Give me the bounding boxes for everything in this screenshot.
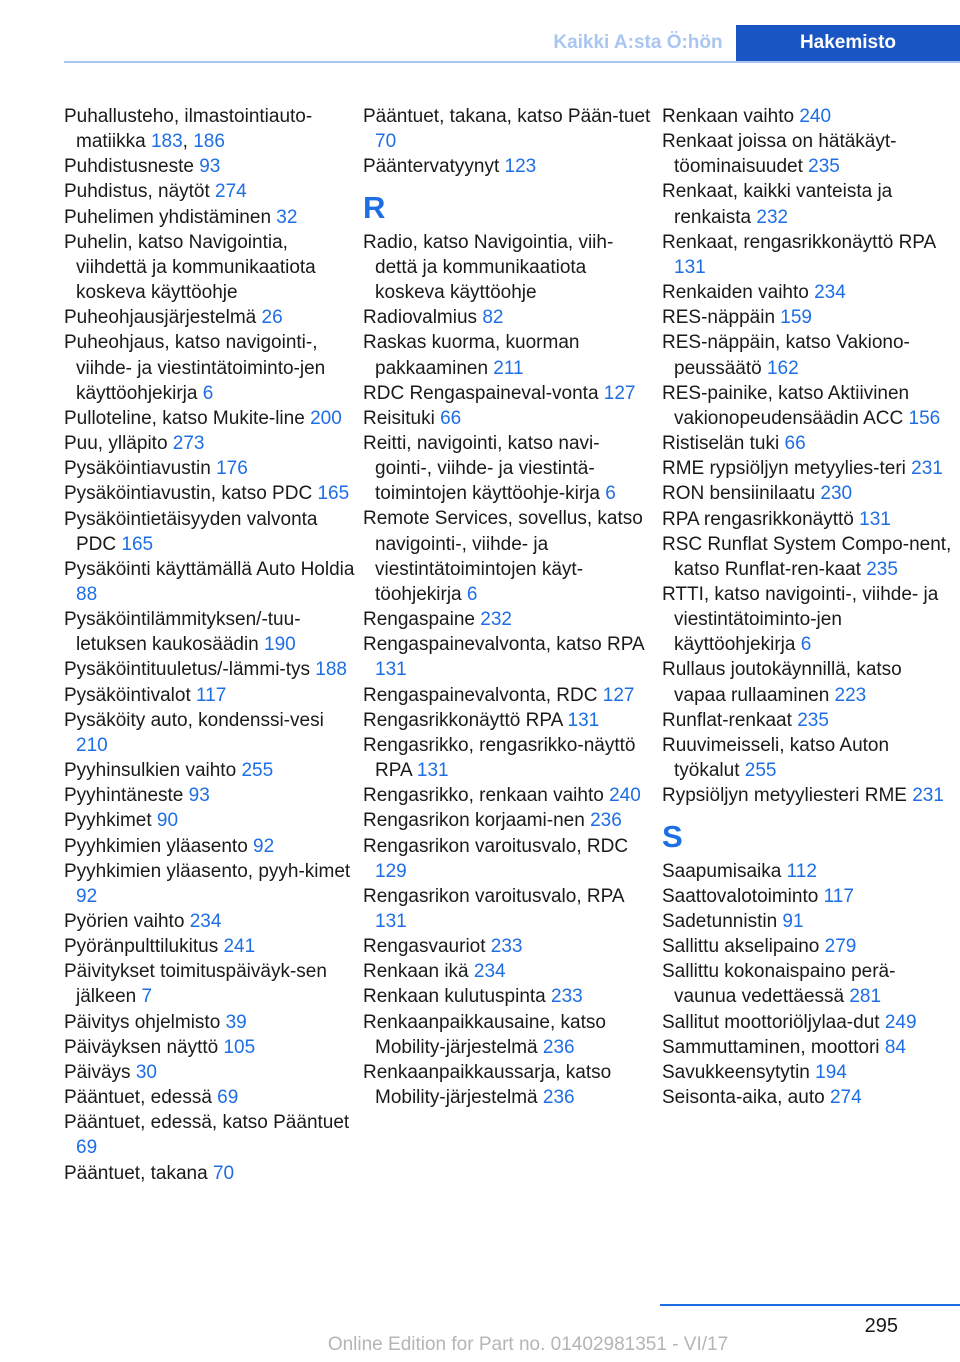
page-link[interactable]: 232	[756, 206, 789, 228]
index-entry	[64, 1161, 356, 1186]
index-entry	[662, 934, 954, 959]
index-entry	[363, 683, 655, 708]
index-entry	[662, 1085, 954, 1110]
page-link[interactable]: 117	[196, 684, 227, 706]
index-entry	[662, 280, 954, 305]
index-entry-text: Reitti, navigointi, katso navi-gointi-, viihde- ja viestintä-toimintojen käyttöohje-kirja	[363, 433, 606, 505]
index-entry-text: Sallittu akselipaino	[662, 936, 825, 958]
page-link[interactable]: 131	[674, 256, 706, 278]
index-entry	[64, 230, 356, 305]
page-link[interactable]: 90	[156, 810, 179, 832]
page-link[interactable]: 210	[76, 734, 108, 756]
index-entry-text: RME rypsiöljyn metyylies-teri	[662, 458, 912, 480]
tab-index[interactable]: Hakemisto	[736, 25, 960, 61]
index-entry-text: Pääntervatyynyt	[363, 156, 505, 178]
index-entry-text: Puhallusteho, ilmastointiauto-matiikka	[64, 106, 313, 153]
header-tabs	[540, 25, 960, 61]
page-link[interactable]: 234	[814, 282, 846, 304]
index-entry-text: Pääntuet, edessä, katso Pääntuet	[64, 1112, 350, 1134]
index-entry	[64, 607, 356, 657]
index-entry	[662, 582, 954, 657]
index-entry	[363, 783, 655, 808]
index-entry	[363, 808, 655, 833]
index-entry-text: Pysäköintiavustin, katso PDC	[64, 483, 318, 505]
index-entry	[64, 104, 356, 154]
index-entry-text: Rypsiöljyn metyyliesteri RME	[662, 785, 913, 807]
index-entry-text: Päivitykset toimituspäiväyk-sen jälkeen	[64, 961, 327, 1008]
index-entry	[363, 305, 655, 330]
page-link[interactable]: 131	[416, 760, 449, 782]
index-entry-text: Puhdistus, näytöt	[64, 181, 216, 203]
index-entry	[662, 708, 954, 733]
page-link[interactable]: 91	[782, 910, 804, 932]
index-entry-text: Puhelin, katso Navigointia, viihdettä ja kommunikaatiota koskeva käyttöohje	[64, 231, 316, 304]
index-entry	[662, 104, 954, 129]
page-link[interactable]: 70	[375, 131, 397, 153]
index-entry-text: RDC Rengaspaineval-vonta	[363, 382, 604, 404]
index-entry-text: Pyyhkimet	[64, 810, 157, 832]
page-link[interactable]: 200	[310, 407, 342, 429]
page-link[interactable]: 274	[829, 1087, 862, 1109]
index-entry	[64, 657, 356, 682]
page-link[interactable]: 236	[542, 1036, 575, 1058]
section-letter: R	[363, 190, 386, 226]
page-link[interactable]: 234	[473, 961, 506, 983]
index-entry	[662, 884, 954, 909]
index-entry-text: Renkaat joissa on hätäkäyt-töominaisuudet	[662, 131, 897, 178]
page-link[interactable]: 240	[799, 106, 832, 127]
page-link[interactable]: 6	[466, 583, 478, 605]
index-entry-text: RES-näppäin, katso Vakiono-peussäätö	[662, 332, 910, 379]
index-entry	[363, 834, 655, 884]
page-link[interactable]: 230	[820, 483, 853, 505]
index-entry	[363, 330, 655, 380]
index-entry	[662, 859, 954, 884]
index-entry	[662, 230, 954, 280]
page-link[interactable]: 194	[815, 1061, 847, 1083]
page-link[interactable]: 39	[225, 1011, 247, 1033]
page-link[interactable]: 231	[911, 458, 943, 480]
index-entry-text: Puu, ylläpito	[64, 433, 173, 455]
index-entry	[363, 1060, 655, 1110]
index-entry-text: Renkaat, kaikki vanteista ja renkaista	[662, 181, 893, 228]
index-entry-text: Puheohjausjärjestelmä	[64, 307, 262, 329]
index-entry-text: RPA rengasrikkonäyttö	[662, 508, 860, 530]
page-link[interactable]: 235	[866, 558, 898, 580]
page-link[interactable]: 255	[744, 760, 777, 782]
page-link[interactable]: 234	[189, 911, 222, 932]
index-entry	[363, 959, 655, 984]
index-entry-text: Pysäköintituuletus/-lämmi-tys	[64, 659, 316, 681]
page-link[interactable]: 165	[121, 533, 154, 555]
index-entry	[64, 959, 356, 1009]
page-link[interactable]: 129	[375, 860, 407, 882]
index-entry	[64, 783, 356, 808]
index-entry	[662, 1010, 954, 1035]
page-link[interactable]: 123	[504, 156, 537, 178]
index-entry	[363, 607, 655, 632]
index-entry	[64, 1085, 356, 1110]
index-entry	[64, 834, 356, 859]
edition-footer: Online Edition for Part no. 01402981351 - VI/17	[327, 1334, 729, 1355]
index-entry	[64, 305, 356, 330]
index-entry	[363, 381, 655, 406]
index-entry	[662, 909, 954, 934]
index-entry-text: Renkaat, rengasrikkonäyttö RPA	[662, 231, 936, 253]
page-link[interactable]: 82	[482, 307, 504, 329]
index-entry-text: Rengaspainevalvonta, RDC	[363, 684, 603, 706]
index-entry	[662, 305, 954, 330]
index-entry-text: Radio, katso Navigointia, viih-dettä ja kommunikaatiota koskeva käyttöohje	[363, 231, 614, 304]
index-entry-text: Rengasrikko, rengasrikko-näyttö RPA	[363, 734, 636, 782]
index-entry	[64, 934, 356, 959]
index-entry-text: Pääntuet, takana, katso Pään-tuet	[363, 106, 651, 127]
index-entry	[662, 1060, 954, 1085]
page-link[interactable]: 165	[317, 483, 350, 505]
index-entry-text: Saapumisaika	[662, 860, 787, 882]
index-entry-text: Pyyhkimien yläasento, pyyh-kimet	[64, 860, 351, 882]
page-link[interactable]: 127	[603, 382, 636, 404]
index-entry	[64, 859, 356, 909]
page-link[interactable]: 231	[912, 785, 944, 807]
index-entry	[662, 381, 954, 431]
index-column-2	[363, 104, 655, 1110]
index-entry-text: Seisonta-aika, auto	[662, 1087, 830, 1109]
index-entry	[363, 431, 655, 506]
page-link[interactable]: 26	[261, 307, 283, 329]
index-entry	[64, 808, 356, 833]
index-entry	[662, 330, 954, 380]
index-entry-text: Sallittu kokonaispaino perä-vaunua vedettäessä	[662, 961, 896, 1008]
index-entry-text: Remote Services, sovellus, katso navigointi-, viihde- ja viestintätoimintojen käyt-töohjekirja	[363, 508, 643, 605]
index-entry-text: Pyyhinsulkien vaihto	[64, 760, 242, 782]
index-entry-text: Rengasvauriot	[363, 936, 491, 958]
index-entry	[64, 557, 356, 607]
page-link[interactable]: 249	[884, 1011, 917, 1033]
index-entry-text: Reisituki	[363, 407, 441, 429]
page-link[interactable]: 6	[800, 634, 812, 656]
page-link[interactable]: 88	[76, 583, 98, 605]
page-link[interactable]: 236	[542, 1087, 575, 1109]
page-link[interactable]: 66	[440, 407, 462, 429]
page-link[interactable]: 7	[141, 986, 153, 1008]
page-link[interactable]: 162	[766, 357, 799, 379]
index-entry	[64, 330, 356, 405]
index-entry	[363, 154, 655, 179]
index-entry-text: Renkaan kulutuspinta	[363, 986, 552, 1008]
index-entry-text: Puheohjaus, katso navigointi-, viihde- ja viestintätoiminto-jen käyttöohjekirja	[64, 332, 326, 404]
page-link[interactable]: 127	[602, 684, 635, 706]
page-link[interactable]: 235	[797, 709, 829, 731]
index-entry-text: Pysäköintiavustin	[64, 458, 217, 480]
page-link[interactable]: 6	[202, 382, 214, 404]
index-entry	[662, 783, 954, 808]
index-entry-text: Sallitut moottoriöljylaa-dut	[662, 1011, 885, 1033]
index-entry	[662, 532, 954, 582]
index-entry	[662, 481, 954, 506]
page-number: 295	[864, 1315, 898, 1337]
index-entry	[64, 406, 356, 431]
index-entry	[363, 632, 655, 682]
page-link[interactable]: 105	[223, 1036, 256, 1058]
index-entry	[363, 733, 655, 783]
index-column-1	[64, 104, 356, 1186]
index-entry-text: Renkaanpaikkaussarja, katso Mobility-järjestelmä	[363, 1061, 612, 1109]
index-entry-text: Sammuttaminen, moottori	[662, 1036, 885, 1058]
index-entry	[363, 934, 655, 959]
index-entry	[64, 481, 356, 506]
index-entry-text: Puhdistusneste	[64, 156, 200, 178]
page-link[interactable]: 92	[76, 885, 98, 907]
index-entry-text: Rengasrikon varoitusvalo, RDC	[363, 835, 629, 857]
index-entry-text: Pyyhkimien yläasento	[64, 835, 254, 857]
index-entry-text: Renkaan ikä	[363, 961, 474, 983]
page-link[interactable]: 183	[150, 131, 183, 153]
index-entry-text: Pääntuet, takana	[64, 1162, 213, 1184]
index-entry-text: Raskas kuorma, kuorman pakkaaminen	[363, 332, 580, 379]
index-entry	[64, 179, 356, 204]
index-entry	[64, 708, 356, 758]
index-entry	[662, 657, 954, 707]
index-entry-text: Pyöränpulttilukitus	[64, 936, 224, 958]
page-link[interactable]: 93	[188, 785, 210, 807]
page-link[interactable]: 186	[193, 131, 225, 153]
page-link[interactable]: 69	[76, 1137, 98, 1159]
index-entry	[662, 129, 954, 179]
index-entry-text: Rengaspaine	[363, 609, 481, 631]
index-entry	[64, 456, 356, 481]
page-link[interactable]: 233	[551, 986, 583, 1008]
index-entry-text: Pyyhintäneste	[64, 785, 189, 807]
index-entry	[363, 104, 655, 154]
page-link[interactable]: 70	[212, 1162, 235, 1184]
index-entry	[363, 506, 655, 607]
page-link[interactable]: 117	[823, 885, 854, 907]
page-link[interactable]: 233	[490, 936, 523, 958]
page-link[interactable]: 92	[253, 835, 275, 857]
page-link[interactable]: 281	[849, 986, 882, 1008]
index-entry	[662, 1035, 954, 1060]
index-entry-text: Rengasrikon varoitusvalo, RPA	[363, 885, 624, 907]
index-entry	[363, 230, 655, 305]
index-entry-text: Pysäköity auto, kondenssi-vesi	[64, 709, 324, 731]
index-entry-text: Päiväys	[64, 1061, 136, 1083]
index-entry-text: RES-näppäin	[662, 307, 781, 329]
page-link[interactable]: 255	[241, 760, 274, 782]
index-entry-text: Pysäköintilämmityksen/-tuu-letuksen kaukosäädin	[64, 609, 301, 656]
page-link[interactable]: 223	[834, 684, 867, 706]
page-link[interactable]: 30	[135, 1061, 157, 1083]
index-entry	[64, 431, 356, 456]
page-link[interactable]: 84	[884, 1036, 906, 1058]
page-link[interactable]: 131	[859, 508, 891, 530]
index-entry-text: Sadetunnistin	[662, 910, 783, 932]
index-entry	[363, 1010, 655, 1060]
page-link[interactable]: 235	[808, 156, 840, 178]
section-letter: S	[662, 819, 683, 855]
index-entry	[64, 154, 356, 179]
index-entry-text: Renkaanpaikkausaine, katso Mobility-järjestelmä	[363, 1011, 606, 1058]
index-entry	[64, 1060, 356, 1085]
index-entry-text: RES-painike, katso Aktiivinen vakionopeudensäädin ACC	[662, 382, 910, 429]
index-entry-text: Rullaus joutokäynnillä, katso vapaa rullaaminen	[662, 659, 902, 706]
index-entry-text: Rengasrikko, renkaan vaihto	[363, 785, 610, 807]
page-link[interactable]: 93	[199, 156, 221, 178]
index-entry-text: RON bensiinilaatu	[662, 483, 821, 505]
page-link[interactable]: 211	[493, 357, 524, 379]
index-entry-text: RSC Runflat System Compo-nent, katso Runflat-ren-kaat	[662, 533, 952, 580]
index-entry	[64, 758, 356, 783]
index-entry	[64, 1035, 356, 1060]
page-link[interactable]: 131	[375, 659, 407, 681]
index-entry-text: Ristiselän tuki	[662, 433, 785, 455]
page-separator: ,	[182, 131, 194, 153]
index-entry-text: Radiovalmius	[363, 307, 483, 329]
index-entry-text: Ruuvimeisseli, katso Auton työkalut	[662, 734, 890, 782]
page-link[interactable]: 188	[315, 659, 347, 681]
page-link[interactable]: 190	[264, 634, 296, 656]
index-column-3	[662, 104, 954, 1110]
index-entry	[64, 1010, 356, 1035]
footer-divider	[660, 1304, 960, 1306]
page-link[interactable]: 159	[780, 307, 812, 329]
page-link[interactable]: 273	[172, 433, 205, 455]
page-link[interactable]: 176	[216, 458, 248, 480]
page-link[interactable]: 6	[605, 483, 616, 505]
page-link[interactable]: 274	[215, 181, 247, 203]
page-link[interactable]: 241	[223, 936, 256, 958]
index-entry	[64, 205, 356, 230]
index-entry-text: Pulloteline, katso Mukite-line	[64, 407, 311, 429]
index-entry-text: Rengaspainevalvonta, katso RPA	[363, 634, 644, 656]
index-entry	[662, 456, 954, 481]
index-entry	[64, 1110, 356, 1160]
page-link[interactable]: 112	[786, 860, 817, 882]
page-link[interactable]: 66	[784, 433, 806, 455]
page-link[interactable]: 131	[567, 709, 600, 731]
index-entry	[662, 431, 954, 456]
index-entry-text: Pysäköintietäisyyden valvonta PDC	[64, 508, 318, 555]
index-entry-text: Puhelimen yhdistäminen	[64, 206, 277, 228]
index-entry	[64, 683, 356, 708]
index-entry	[363, 884, 655, 934]
index-entry	[662, 733, 954, 783]
index-entry-text: Päivitys ohjelmisto	[64, 1011, 226, 1033]
index-entry-text: Päiväyksen näyttö	[64, 1036, 224, 1058]
index-entry-text: Renkaan vaihto	[662, 106, 800, 127]
index-entry-text: Rengasrikkonäyttö RPA	[363, 709, 568, 731]
index-entry-text: Pyörien vaihto	[64, 911, 190, 932]
header-divider	[64, 61, 960, 63]
index-entry	[662, 959, 954, 1009]
page-link[interactable]: 232	[480, 609, 512, 631]
index-entry-text: Saattovalotoiminto	[662, 885, 824, 907]
index-entry	[662, 507, 954, 532]
index-entry-text: Renkaiden vaihto	[662, 282, 815, 304]
index-entry	[64, 909, 356, 934]
page-link[interactable]: 236	[590, 810, 622, 832]
index-entry-text: Pysäköintivalot	[64, 684, 197, 706]
index-entry	[64, 507, 356, 557]
index-entry-text: Runflat-renkaat	[662, 709, 798, 731]
index-entry-text: Rengasrikon korjaami-nen	[363, 810, 591, 832]
tab-all-a-z[interactable]: Kaikki A:sta Ö:hön	[553, 32, 723, 53]
index-entry	[662, 179, 954, 229]
index-entry-text: Pysäköinti käyttämällä Auto Holdia	[64, 558, 355, 580]
index-entry-text: Savukkeensytytin	[662, 1061, 816, 1083]
page-link[interactable]: 69	[217, 1087, 239, 1109]
index-entry	[363, 984, 655, 1009]
index-entry-text: Pääntuet, edessä	[64, 1087, 218, 1109]
page-link[interactable]: 32	[276, 206, 298, 228]
page-link[interactable]: 240	[609, 785, 641, 807]
index-entry	[363, 708, 655, 733]
index-entry	[363, 406, 655, 431]
index-entry-text: RTTI, katso navigointi-, viihde- ja viestintätoiminto-jen käyttöohjekirja	[662, 583, 939, 656]
page-link[interactable]: 131	[375, 910, 407, 932]
page-link[interactable]: 279	[824, 936, 857, 958]
page-link[interactable]: 156	[908, 407, 941, 429]
